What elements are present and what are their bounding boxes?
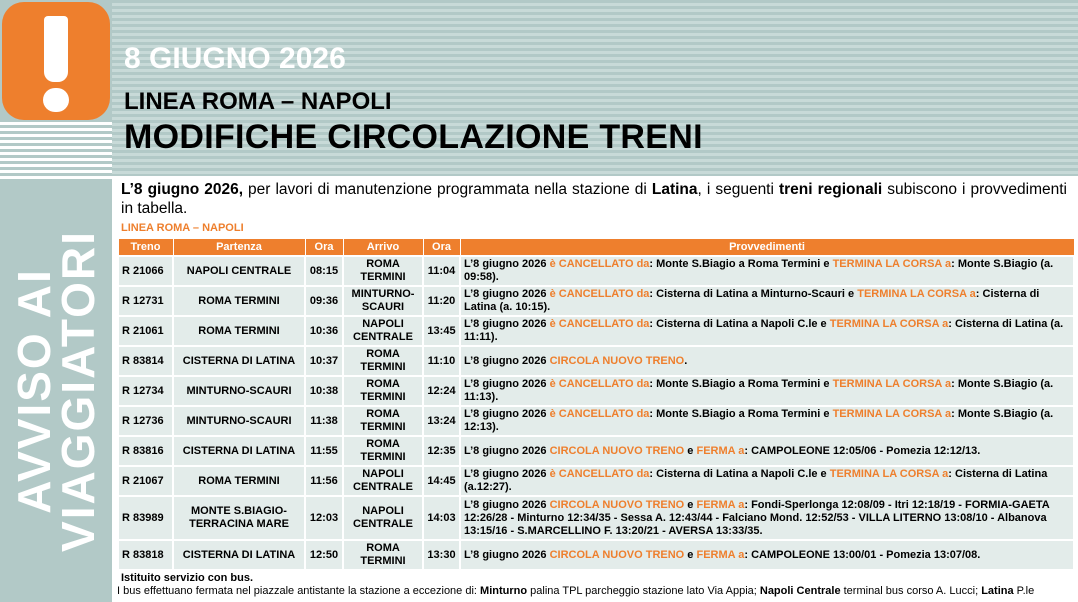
measure-keyword: TERMINA LA CORSA a <box>832 378 952 390</box>
train-number: R 12736 <box>118 406 173 436</box>
measure-keyword: TERMINA LA CORSA a <box>832 258 952 270</box>
departure-station: MONTE S.BIAGIO-TERRACINA MARE <box>173 496 305 540</box>
departure-time: 10:37 <box>305 346 343 376</box>
departure-time: 11:38 <box>305 406 343 436</box>
arrival-station: ROMA TERMINI <box>343 346 423 376</box>
measure-detail: L’8 giugno 2026 <box>464 548 550 561</box>
table-line-label: LINEA ROMA – NAPOLI <box>121 222 244 234</box>
bus-text-part: P.le <box>1013 585 1035 597</box>
col-header-arrival-time: Ora <box>423 239 460 257</box>
train-number: R 83816 <box>118 436 173 466</box>
measure-keyword: TERMINA LA CORSA a <box>829 318 949 330</box>
departure-time: 08:15 <box>305 256 343 286</box>
bus-text-part: terminal bus corso A. Lucci; <box>840 585 982 597</box>
measure-keyword: CIRCOLA NUOVO TRENO <box>549 498 685 511</box>
measure-keyword: è CANCELLATO da <box>549 468 650 480</box>
table-row <box>118 256 1074 286</box>
arrival-time: 13:30 <box>423 540 460 570</box>
departure-station: CISTERNA DI LATINA <box>173 346 305 376</box>
table-row <box>118 436 1074 466</box>
exclamation-dot <box>43 88 69 112</box>
page-title: MODIFICHE CIRCOLAZIONE TRENI <box>124 118 703 156</box>
measure-detail: : Monte S.Biagio (a. 09:58). <box>464 258 1054 283</box>
measure-detail: e <box>684 444 697 457</box>
train-number: R 12734 <box>118 376 173 406</box>
arrival-station: NAPOLI CENTRALE <box>343 316 423 346</box>
measure-detail: L’8 giugno 2026 <box>464 498 550 511</box>
departure-station: MINTURNO-SCAURI <box>173 376 305 406</box>
measure-keyword: CIRCOLA NUOVO TRENO <box>549 548 685 561</box>
measure-text <box>460 436 1074 466</box>
table-row <box>118 406 1074 436</box>
col-header-train: Treno <box>118 239 173 257</box>
measure-keyword: è CANCELLATO da <box>549 378 650 390</box>
measure-detail: L’8 giugno 2026 <box>464 444 550 457</box>
measure-text <box>460 540 1074 570</box>
arrival-station: NAPOLI CENTRALE <box>343 466 423 496</box>
measure-detail: : Cisterna di Latina (a. 11:11). <box>464 318 1064 343</box>
arrival-station: ROMA TERMINI <box>343 406 423 436</box>
bus-service-title: Istituito servizio con bus. <box>121 572 254 584</box>
table-row <box>118 376 1074 406</box>
table-header-row <box>118 239 1074 257</box>
intro-text: , i seguenti <box>697 181 779 198</box>
measure-detail: e <box>684 498 697 511</box>
bus-stop-name: Napoli Centrale <box>759 585 841 597</box>
measure-keyword: CIRCOLA NUOVO TRENO <box>549 354 685 367</box>
measure-text <box>460 286 1074 316</box>
departure-station: MINTURNO-SCAURI <box>173 406 305 436</box>
measure-keyword: FERMA a <box>696 498 745 511</box>
intro-station: Latina <box>651 181 698 198</box>
vertical-title-wrap <box>0 180 112 602</box>
arrival-station: ROMA TERMINI <box>343 256 423 286</box>
notice-date: 8 GIUGNO 2026 <box>124 42 346 75</box>
bus-text-part: I bus effettuano fermata nel piazzale antistante la stazione a eccezione di: <box>117 585 481 597</box>
train-number: R 83989 <box>118 496 173 540</box>
bus-stop-name: Latina <box>981 585 1014 597</box>
table-row <box>118 346 1074 376</box>
measure-detail: e <box>684 548 697 561</box>
measure-detail: : Cisterna di Latina (a.12:27). <box>464 468 1048 493</box>
measure-text <box>460 376 1074 406</box>
departure-station: ROMA TERMINI <box>173 316 305 346</box>
arrival-time: 14:03 <box>423 496 460 540</box>
intro-trains: treni regionali <box>778 181 883 198</box>
decorative-stripes <box>0 122 112 182</box>
measure-detail: : Monte S.Biagio (a. 12:13). <box>464 408 1054 433</box>
measure-keyword: CIRCOLA NUOVO TRENO <box>549 444 685 457</box>
vertical-title <box>8 230 104 552</box>
trains-table <box>117 238 1075 571</box>
exclamation-icon <box>2 2 110 120</box>
line-name: LINEA ROMA – NAPOLI <box>124 88 392 115</box>
measure-detail: : Fondi-Sperlonga 12:08/09 - Itri 12:18/19 - FORMIA-GAETA 12:26/28 - Minturno 12:34/35 - Sessa A. 12:43/44 - Falciano Mond. 12:52/53 - VILLA LITERNO 13:08/10 - Albanova 13:15/16 - S.MARCELLINO F. 13:20/21 - AVERSA 13:33/35. <box>464 498 1050 537</box>
measure-text <box>460 316 1074 346</box>
measure-detail: L’8 giugno 2026 <box>464 378 550 390</box>
arrival-time: 12:24 <box>423 376 460 406</box>
measure-detail: : Cisterna di Latina a Napoli C.le e <box>649 468 830 480</box>
departure-time: 11:55 <box>305 436 343 466</box>
measure-detail: : CAMPOLEONE 12:05/06 - Pomezia 12:12/13. <box>744 444 981 457</box>
train-number: R 21066 <box>118 256 173 286</box>
vertical-title-line1: AVVISO AI <box>8 268 60 514</box>
arrival-station: ROMA TERMINI <box>343 540 423 570</box>
measure-detail: L’8 giugno 2026 <box>464 258 550 270</box>
measure-keyword: TERMINA LA CORSA a <box>857 288 976 300</box>
table-row <box>118 496 1074 540</box>
measure-detail: L’8 giugno 2026 <box>464 354 550 367</box>
intro-date: L’8 giugno 2026, <box>121 181 244 198</box>
arrival-time: 13:24 <box>423 406 460 436</box>
measure-detail: : Monte S.Biagio a Roma Termini e <box>649 408 833 420</box>
table-row <box>118 540 1074 570</box>
measure-detail: : CAMPOLEONE 13:00/01 - Pomezia 13:07/08. <box>744 548 981 561</box>
train-number: R 21067 <box>118 466 173 496</box>
table-row <box>118 316 1074 346</box>
departure-time: 10:36 <box>305 316 343 346</box>
train-number: R 21061 <box>118 316 173 346</box>
measure-detail: : Cisterna di Latina a Napoli C.le e <box>649 318 830 330</box>
intro-text: subiscono i provvedimenti in tabella. <box>121 181 1067 217</box>
departure-time: 09:36 <box>305 286 343 316</box>
train-number: R 83818 <box>118 540 173 570</box>
arrival-time: 13:45 <box>423 316 460 346</box>
departure-time: 12:50 <box>305 540 343 570</box>
arrival-station: ROMA TERMINI <box>343 436 423 466</box>
measure-text <box>460 466 1074 496</box>
measure-detail: : Monte S.Biagio a Roma Termini e <box>649 258 833 270</box>
measure-keyword: TERMINA LA CORSA a <box>829 468 949 480</box>
measure-keyword: è CANCELLATO da <box>549 258 650 270</box>
arrival-time: 11:10 <box>423 346 460 376</box>
measure-text <box>460 256 1074 286</box>
measure-keyword: è CANCELLATO da <box>549 288 650 300</box>
measure-keyword: è CANCELLATO da <box>549 408 650 420</box>
measure-detail: : Cisterna di Latina a Minturno-Scauri e <box>649 288 858 300</box>
vertical-title-line2: VIAGGIATORI <box>52 230 104 552</box>
arrival-station: NAPOLI CENTRALE <box>343 496 423 540</box>
departure-time: 10:38 <box>305 376 343 406</box>
measure-keyword: FERMA a <box>696 548 745 561</box>
measure-keyword: è CANCELLATO da <box>549 318 650 330</box>
exclamation-bar <box>44 16 68 82</box>
arrival-time: 14:45 <box>423 466 460 496</box>
measure-detail: . <box>684 354 688 367</box>
departure-station: CISTERNA DI LATINA <box>173 436 305 466</box>
arrival-station: MINTURNO-SCAURI <box>343 286 423 316</box>
measure-detail: L’8 giugno 2026 <box>464 468 550 480</box>
bus-service-text <box>117 585 1077 597</box>
measure-detail: : Monte S.Biagio a Roma Termini e <box>649 378 833 390</box>
measure-text <box>460 346 1074 376</box>
table-row <box>118 286 1074 316</box>
measure-text <box>460 496 1074 540</box>
bus-text-part: palina TPL parcheggio stazione lato Via Appia; <box>527 585 760 597</box>
measure-keyword: FERMA a <box>696 444 745 457</box>
col-header-measures: Provvedimenti <box>460 239 1074 257</box>
measure-text <box>460 406 1074 436</box>
intro-text: per lavori di manutenzione programmata nella stazione di <box>243 181 652 198</box>
col-header-arrival: Arrivo <box>343 239 423 257</box>
measure-detail: L’8 giugno 2026 <box>464 408 550 420</box>
arrival-time: 11:04 <box>423 256 460 286</box>
table-row <box>118 466 1074 496</box>
col-header-departure-time: Ora <box>305 239 343 257</box>
measure-detail: L’8 giugno 2026 <box>464 318 550 330</box>
arrival-time: 11:20 <box>423 286 460 316</box>
measure-detail: : Monte S.Biagio (a. 11:13). <box>464 378 1054 403</box>
departure-time: 12:03 <box>305 496 343 540</box>
departure-time: 11:56 <box>305 466 343 496</box>
departure-station: NAPOLI CENTRALE <box>173 256 305 286</box>
measure-keyword: TERMINA LA CORSA a <box>832 408 952 420</box>
arrival-time: 12:35 <box>423 436 460 466</box>
bus-stop-name: Minturno <box>480 585 528 597</box>
measure-detail: L’8 giugno 2026 <box>464 288 550 300</box>
arrival-station: ROMA TERMINI <box>343 376 423 406</box>
train-number: R 12731 <box>118 286 173 316</box>
train-number: R 83814 <box>118 346 173 376</box>
departure-station: ROMA TERMINI <box>173 466 305 496</box>
col-header-departure: Partenza <box>173 239 305 257</box>
measure-detail: : Cisterna di Latina (a. 10:15). <box>464 288 1040 313</box>
intro-paragraph <box>121 180 1067 218</box>
departure-station: ROMA TERMINI <box>173 286 305 316</box>
departure-station: CISTERNA DI LATINA <box>173 540 305 570</box>
